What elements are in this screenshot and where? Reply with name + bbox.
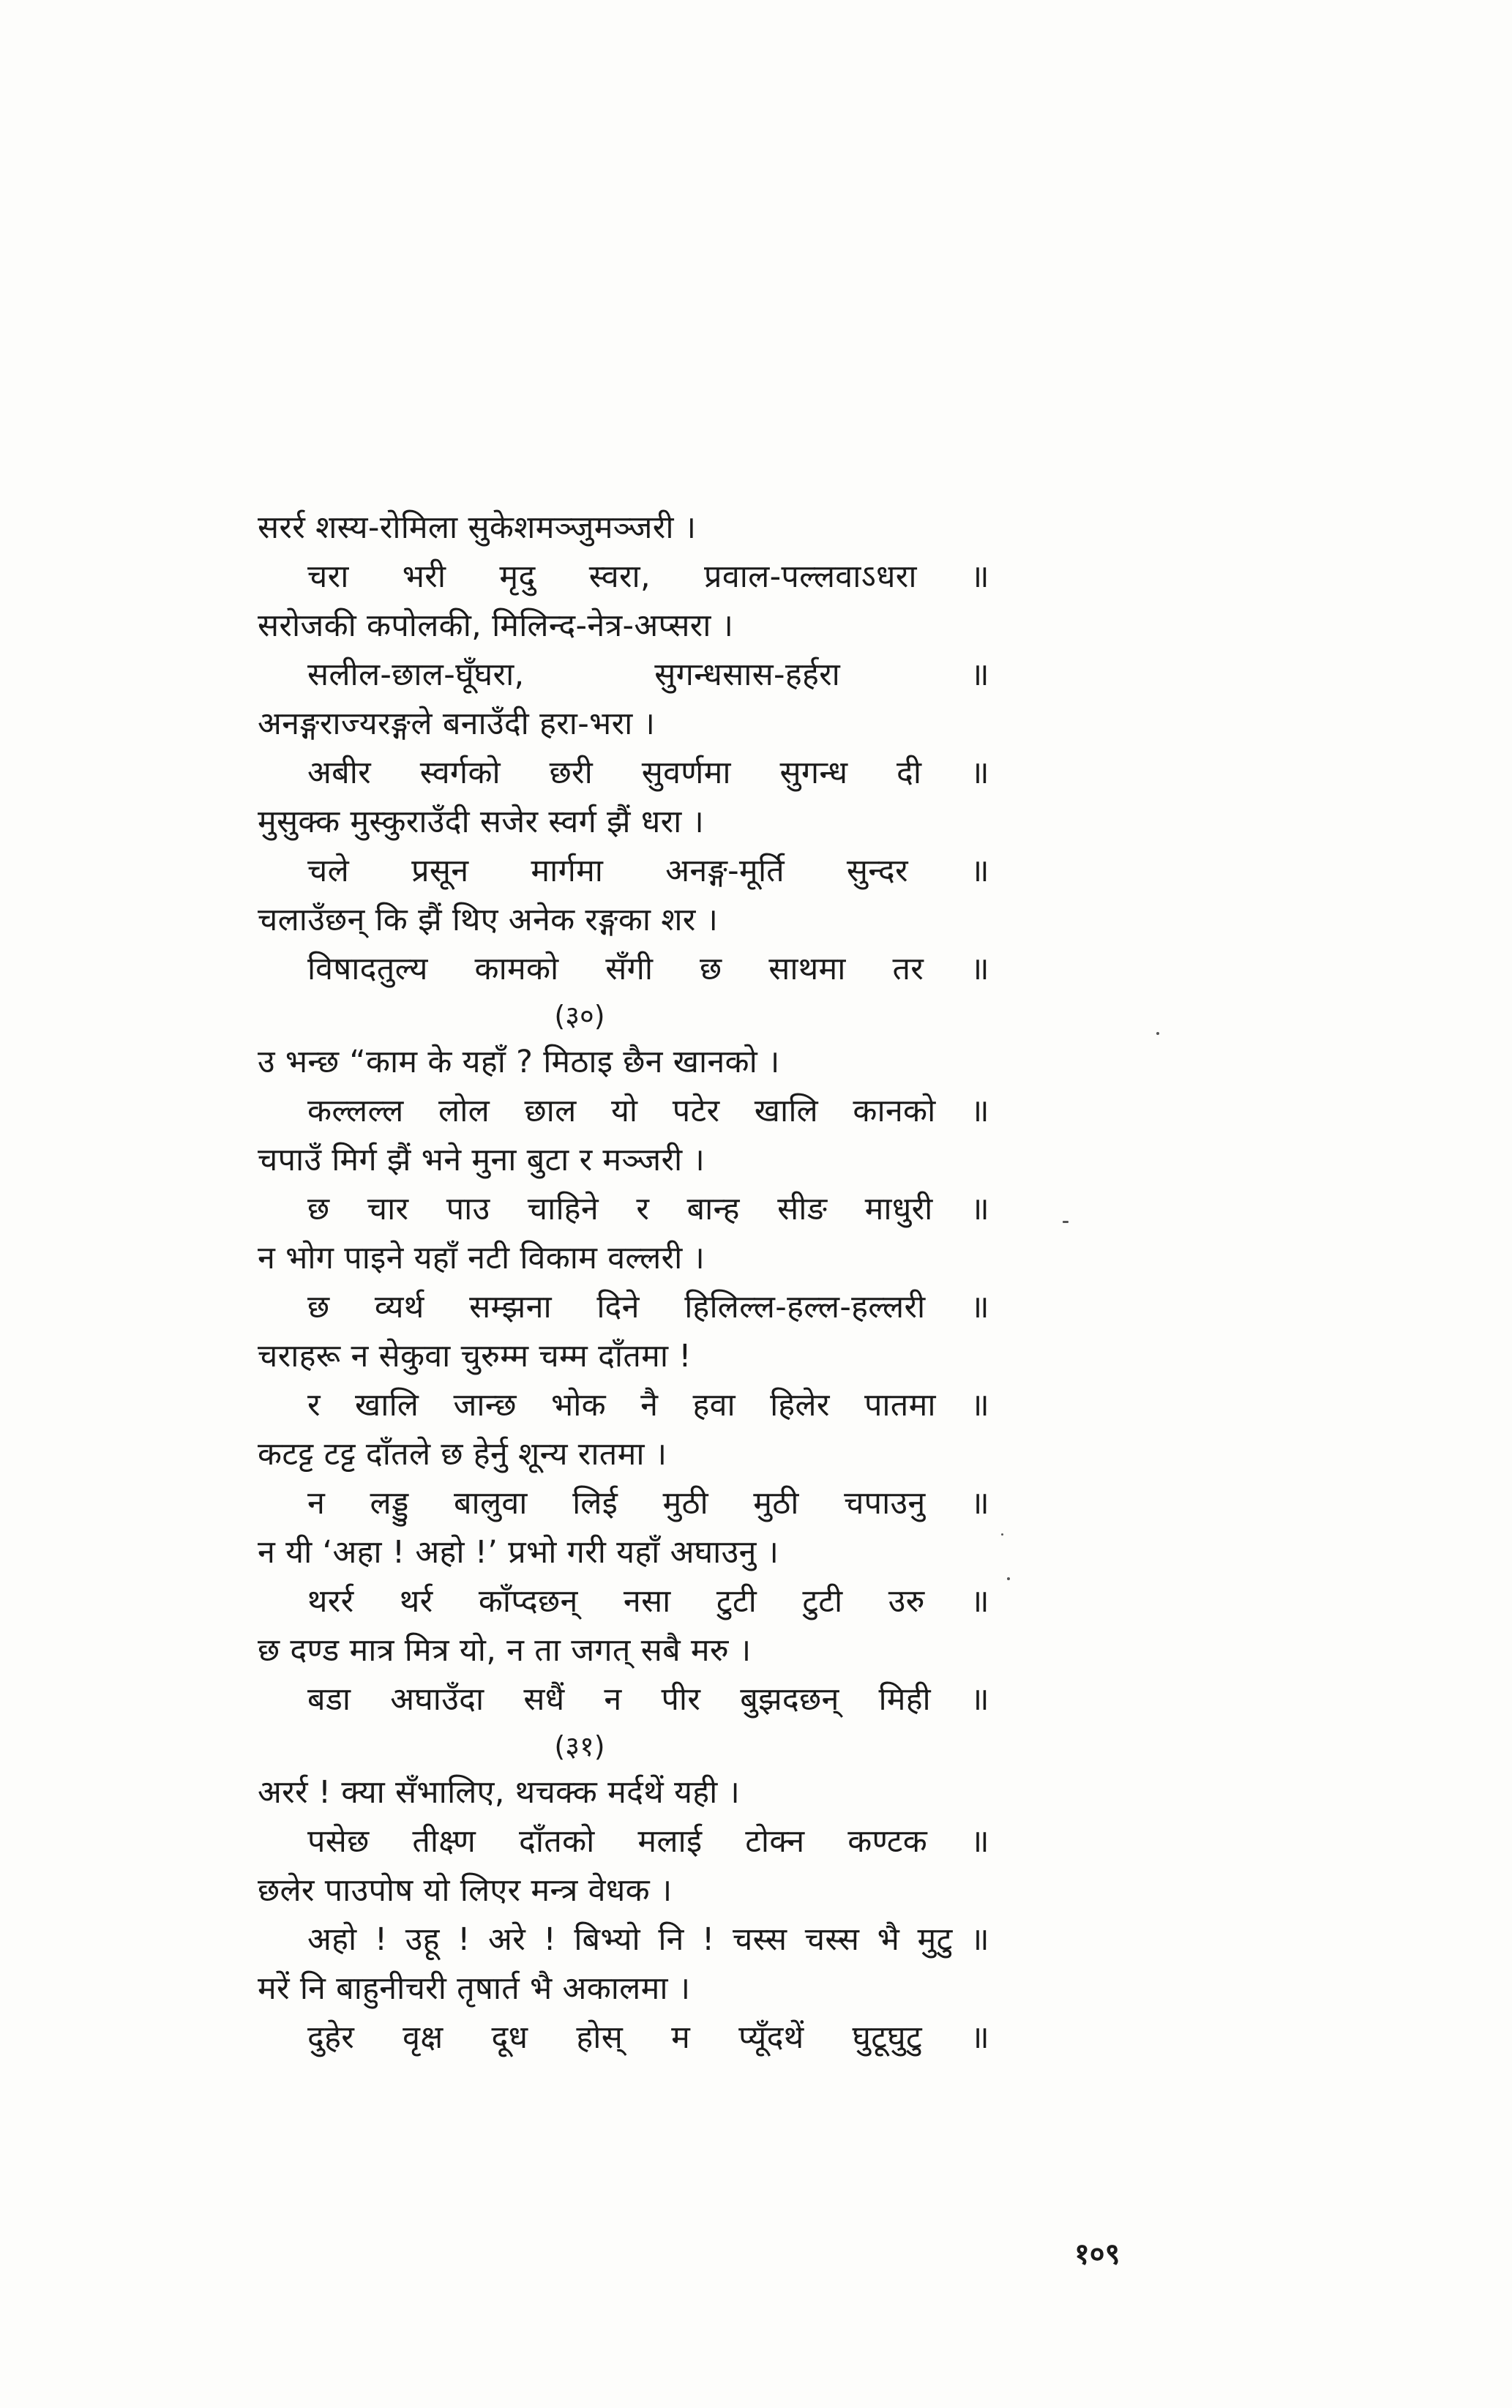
scan-speck [1063,1221,1068,1223]
verse-line: छ चार पाउ चाहिने र बान्ह सीङ माधुरी ॥ [307,1191,989,1227]
stanza-30 [258,1038,989,1724]
verse-line: अहो ! उहू ! अरे ! बिभ्यो नि ! चस्स चस्स भै मुटु ॥ [307,1921,989,1958]
verse-line: बडा अघाउँदा सधैं न पीर बुझदछन् मिही ॥ [307,1681,989,1718]
stanza-29 [258,504,989,994]
verse-line: कल्लल्ल लोल छाल यो पटेर खालि कानको ॥ [307,1093,989,1129]
verse-line: दुहेर वृक्ष दूध होस् म प्यूँदथें घुटूघुटु ॥ [307,2019,989,2056]
verse-line: उ भन्छ “काम के यहाँ ? मिठाइ छैन खानको । [258,1044,780,1080]
verse-line: र खालि जान्छ भोक नै हवा हिलेर पातमा ॥ [307,1387,989,1424]
verse-line: न भोग पाइने यहाँ नटी विकाम वल्लरी । [258,1240,706,1276]
stanza-31 [258,1768,989,2063]
verse-line: चपाउँ मिर्ग झैं भने मुना बुटा र मञ्जरी । [258,1142,706,1178]
verse-line: चलाउँछन् कि झैं थिए अनेक रङ्गका शर । [258,902,719,938]
poem-body [258,504,989,2063]
verse-line: कटट्ट टट्ट दाँतले छ हेर्नु शून्य रातमा । [258,1436,667,1473]
verse-line: मरें नि बाहुनीचरी तृषार्त भै अकालमा । [258,1970,691,2007]
stanza-number-31: (३१) [554,1730,605,1762]
verse-line: अनङ्गराज्यरङ्गले बनाउँदी हरा-भरा । [258,706,656,742]
verse-line: चले प्रसून मार्गमा अनङ्ग-मूर्ति सुन्दर ॥ [307,853,989,889]
verse-line: छलेर पाउपोष यो लिएर मन्त्र वेधक । [258,1872,673,1909]
verse-line: सरर्र शस्य-रोमिला सुकेशमञ्जुमञ्जरी । [258,509,697,546]
scan-speck [1001,1533,1003,1536]
stanza-number-30: (३०) [554,1000,605,1032]
verse-line: छ व्यर्थ सम्झना दिने हिलिल्ल-हल्ल-हल्लरी ॥ [307,1289,989,1325]
scan-speck [1007,1577,1010,1580]
verse-line: चरा भरी मृदु स्वरा, प्रवाल-पल्लवाऽधरा ॥ [307,558,989,595]
verse-line: न यी ‘अहा ! अहो !’ प्रभो गरी यहाँ अघाउनु । [258,1534,779,1571]
verse-line: थरर्र थर्र काँप्दछन् नसा टुटी टुटी उरु ॥ [307,1583,989,1620]
verse-line: सरोजकी कपोलकी, मिलिन्द-नेत्र-अप्सरा । [258,607,734,644]
verse-line: सलील-छाल-घूँघरा, सुगन्धसास-हर्हरा ॥ [307,657,989,693]
verse-line: छ दण्ड मात्र मित्र यो, न ता जगत् सबै मरु । [258,1632,752,1669]
verse-line: अरर्र ! क्या सँभालिए, थचक्क मर्दथें यही । [258,1774,741,1811]
verse-line: मुसुक्क मुस्कुराउँदी सजेर स्वर्ग झैं धरा । [258,804,705,840]
verse-line: चराहरू न सेकुवा चुरुम्म चम्म दाँतमा ! [258,1338,692,1375]
verse-line: विषादतुल्य कामको सँगी छ साथमा तर ॥ [307,951,989,987]
page-number: १०९ [1074,2237,1120,2271]
scan-speck [1156,1032,1159,1035]
verse-line: पसेछ तीक्ष्ण दाँतको मलाई टोक्न कण्टक ॥ [307,1823,989,1860]
verse-line: न लड्डु बालुवा लिई मुठी मुठी चपाउनु ॥ [307,1485,989,1522]
verse-line: अबीर स्वर्गको छरी सुवर्णमा सुगन्ध दी ॥ [307,755,989,791]
